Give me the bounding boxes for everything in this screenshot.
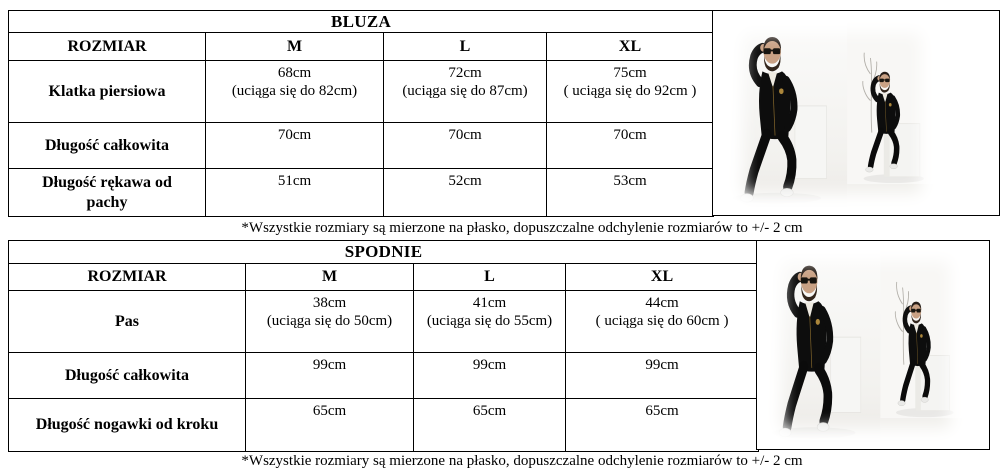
value-line: 38cm	[312, 295, 347, 311]
spodnie-size-table	[8, 240, 759, 452]
bluza-size-header: ROZMIAR	[9, 33, 206, 61]
value-line: (uciąga się do 87cm)	[402, 82, 528, 99]
bluza-table-title: BLUZA	[9, 11, 714, 33]
bluza-row-dlugosc-calkowita	[9, 123, 714, 169]
value-line: 65cm	[645, 403, 679, 419]
value-line: 70cm	[613, 127, 647, 143]
size-value-cell	[206, 123, 384, 169]
size-value-cell	[384, 61, 547, 123]
value-line: 70cm	[448, 127, 482, 143]
row-label: Długość rękawa od pachy	[9, 169, 206, 217]
value-line: 68cm	[277, 65, 312, 81]
size-value-cell	[414, 399, 566, 452]
spodnie-table-title: SPODNIE	[9, 241, 759, 264]
size-value-cell	[414, 353, 566, 399]
spodnie-size-header: ROZMIAR	[9, 264, 246, 291]
size-value-cell	[566, 353, 759, 399]
spodnie-title-row	[9, 241, 759, 264]
size-value-cell	[246, 399, 414, 452]
size-value-cell	[206, 169, 384, 217]
spodnie-footnote: *Wszystkie rozmiary są mierzone na płasko, dopuszczalne odchylenie rozmiarów to +/- 2 cm	[241, 453, 803, 469]
value-line: 99cm	[645, 357, 679, 373]
bluza-size-table	[8, 10, 714, 217]
size-value-cell	[246, 353, 414, 399]
value-line: 72cm	[448, 65, 482, 81]
spodnie-col-m: M	[246, 264, 414, 291]
spodnie-product-photo-box	[756, 240, 990, 450]
value-line: (uciąga się do 50cm)	[266, 312, 393, 329]
value-line: 51cm	[277, 173, 312, 189]
size-value-cell	[246, 291, 414, 353]
value-line: 44cm	[645, 295, 679, 311]
spodnie-row-pas	[9, 291, 759, 353]
bluza-product-photo-box	[712, 10, 1000, 216]
row-label: Długość całkowita	[9, 353, 246, 399]
size-value-cell	[414, 291, 566, 353]
value-line: (uciąga się do 55cm)	[426, 312, 553, 329]
bluza-footnote: *Wszystkie rozmiary są mierzone na płasko, dopuszczalne odchylenie rozmiarów to +/- 2 cm	[241, 220, 803, 236]
spodnie-header-row	[9, 264, 759, 291]
value-line: 65cm	[472, 403, 507, 419]
size-value-cell	[384, 169, 547, 217]
size-value-cell	[547, 61, 714, 123]
value-line: 75cm	[613, 65, 647, 81]
value-line: 41cm	[472, 295, 507, 311]
value-line: 99cm	[312, 357, 347, 373]
value-line: ( uciąga się do 92cm )	[563, 82, 697, 99]
row-label: Klatka piersiowa	[9, 61, 206, 123]
model-in-black-tracksuit-photo	[729, 19, 935, 207]
model-in-black-tracksuit-photo	[768, 247, 964, 442]
row-label: Długość nogawki od kroku	[9, 399, 246, 452]
size-value-cell	[547, 123, 714, 169]
value-line: 65cm	[312, 403, 347, 419]
value-line: 70cm	[277, 127, 312, 143]
row-label: Pas	[9, 291, 246, 353]
value-line: ( uciąga się do 60cm )	[595, 312, 729, 329]
value-line: (uciąga się do 82cm)	[231, 82, 358, 99]
size-value-cell	[384, 123, 547, 169]
size-value-cell	[547, 169, 714, 217]
bluza-title-row	[9, 11, 714, 33]
size-value-cell	[206, 61, 384, 123]
bluza-col-xl: XL	[547, 33, 714, 61]
spodnie-row-dlugosc-calkowita	[9, 353, 759, 399]
value-line: 52cm	[448, 173, 482, 189]
bluza-row-klatka-piersiowa	[9, 61, 714, 123]
bluza-row-dlugosc-rekawa	[9, 169, 714, 217]
spodnie-col-l: L	[414, 264, 566, 291]
bluza-header-row	[9, 33, 714, 61]
bluza-col-l: L	[384, 33, 547, 61]
size-value-cell	[566, 399, 759, 452]
row-label: Długość całkowita	[9, 123, 206, 169]
spodnie-col-xl: XL	[566, 264, 759, 291]
value-line: 53cm	[613, 173, 647, 189]
value-line: 99cm	[472, 357, 507, 373]
size-value-cell	[566, 291, 759, 353]
spodnie-row-dlugosc-nogawki	[9, 399, 759, 452]
bluza-col-m: M	[206, 33, 384, 61]
